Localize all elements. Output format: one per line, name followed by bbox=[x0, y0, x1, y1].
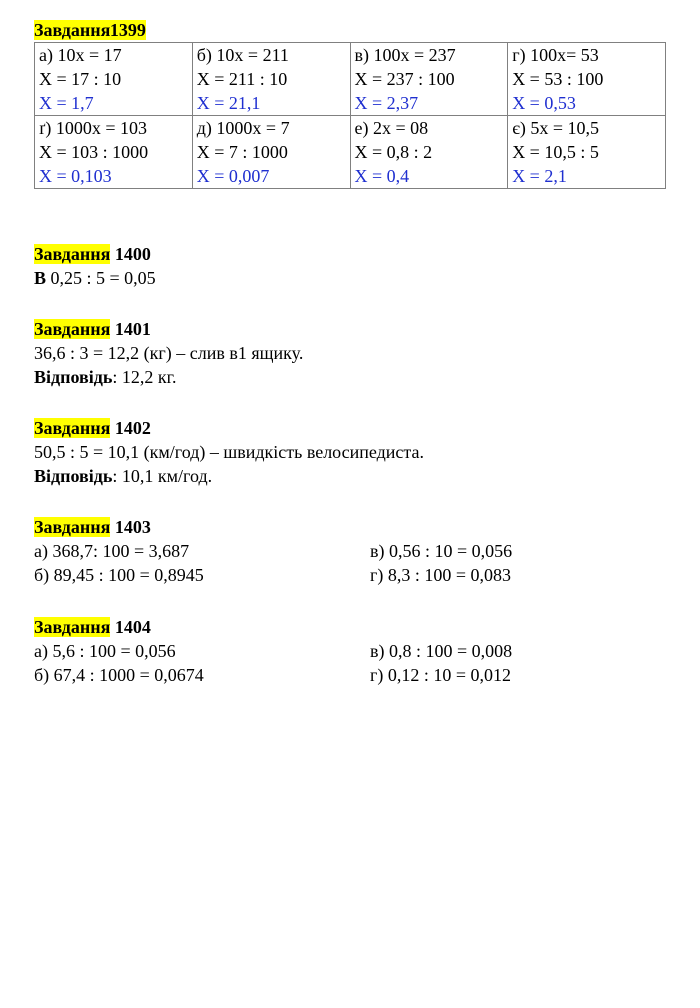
equation-answer: X = 0,103 bbox=[39, 166, 112, 186]
table-cell bbox=[508, 43, 666, 116]
equation-answer: X = 0,53 bbox=[512, 93, 576, 113]
task-1400-heading bbox=[34, 242, 674, 266]
solution-v: в) 0,8 : 100 = 0,008 bbox=[370, 641, 513, 661]
equation-answer: X = 2,1 bbox=[512, 166, 567, 186]
equation-step: X = 237 : 100 bbox=[354, 69, 455, 89]
task-1401 bbox=[34, 317, 674, 389]
solution-a: а) 368,7: 100 = 3,687 bbox=[34, 541, 190, 561]
equation: ґ) 1000x = 103 bbox=[39, 118, 147, 138]
equation-step: X = 7 : 1000 bbox=[196, 142, 288, 162]
solution-text: 36,6 : 3 = 12,2 (кг) – слив в1 ящику. bbox=[34, 343, 304, 363]
equation-answer: X = 1,7 bbox=[39, 93, 94, 113]
equation: г) 100x= 53 bbox=[512, 45, 599, 65]
task-1402 bbox=[34, 416, 674, 488]
task-1403 bbox=[34, 515, 674, 587]
answer-letter: В bbox=[34, 268, 47, 288]
table-row bbox=[35, 43, 666, 116]
task-1403-heading bbox=[34, 515, 674, 539]
heading-highlight: Завдання bbox=[34, 418, 111, 438]
answer-text: : 10,1 км/год. bbox=[112, 466, 213, 486]
task-1404 bbox=[34, 615, 674, 687]
equation-step: X = 103 : 1000 bbox=[39, 142, 149, 162]
table-cell bbox=[35, 43, 193, 116]
solution-columns bbox=[34, 539, 674, 587]
heading-highlight: Завдання bbox=[34, 244, 111, 264]
equation-answer: X = 2,37 bbox=[354, 93, 419, 113]
solution-a: а) 5,6 : 100 = 0,056 bbox=[34, 641, 176, 661]
solution-v: в) 0,56 : 10 = 0,056 bbox=[370, 541, 513, 561]
equations-table bbox=[34, 42, 666, 189]
equation: а) 10x = 17 bbox=[39, 45, 122, 65]
solution-text: 0,25 : 5 = 0,05 bbox=[46, 268, 156, 288]
task-1404-heading bbox=[34, 615, 674, 639]
heading-number: 1399 bbox=[109, 20, 146, 40]
task-1399-heading bbox=[34, 18, 674, 42]
solution-b: б) 89,45 : 100 = 0,8945 bbox=[34, 565, 204, 585]
heading-number: 1402 bbox=[114, 418, 151, 438]
table-row bbox=[35, 116, 666, 189]
equation: є) 5x = 10,5 bbox=[512, 118, 600, 138]
equation-step: X = 53 : 100 bbox=[512, 69, 604, 89]
equation-answer: X = 0,4 bbox=[354, 166, 410, 186]
table-cell bbox=[350, 43, 508, 116]
answer-label: Відповідь bbox=[34, 367, 113, 387]
table-cell bbox=[192, 43, 350, 116]
heading-highlight: Завдання bbox=[34, 20, 111, 40]
answer-line bbox=[34, 464, 674, 488]
heading-number: 1400 bbox=[114, 244, 151, 264]
solution-text: 50,5 : 5 = 10,1 (км/год) – швидкість велосипедиста. bbox=[34, 442, 424, 462]
answer-label: Відповідь bbox=[34, 466, 113, 486]
table-cell bbox=[35, 116, 193, 189]
task-1400 bbox=[34, 242, 674, 290]
equation: в) 100x = 237 bbox=[354, 45, 456, 65]
heading-number: 1404 bbox=[114, 617, 151, 637]
heading-highlight: Завдання bbox=[34, 517, 111, 537]
solution-columns bbox=[34, 639, 674, 687]
heading-highlight: Завдання bbox=[34, 617, 111, 637]
task-1401-heading bbox=[34, 317, 674, 341]
answer-text: : 12,2 кг. bbox=[112, 367, 177, 387]
table-cell bbox=[192, 116, 350, 189]
equation-step: X = 10,5 : 5 bbox=[512, 142, 599, 162]
solution-b: б) 67,4 : 1000 = 0,0674 bbox=[34, 665, 204, 685]
task-1400-answer bbox=[34, 266, 674, 290]
equation-step: X = 17 : 10 bbox=[39, 69, 122, 89]
table-cell bbox=[350, 116, 508, 189]
equation: е) 2x = 08 bbox=[354, 118, 429, 138]
equation: д) 1000x = 7 bbox=[196, 118, 290, 138]
task-1399 bbox=[34, 18, 674, 189]
answer-line bbox=[34, 365, 674, 389]
equation-answer: X = 21,1 bbox=[196, 93, 261, 113]
heading-number: 1401 bbox=[114, 319, 151, 339]
heading-highlight: Завдання bbox=[34, 319, 111, 339]
solution-g: г) 0,12 : 10 = 0,012 bbox=[370, 665, 512, 685]
task-1402-heading bbox=[34, 416, 674, 440]
solution-g: г) 8,3 : 100 = 0,083 bbox=[370, 565, 512, 585]
equation-answer: X = 0,007 bbox=[196, 166, 270, 186]
table-cell bbox=[508, 116, 666, 189]
equation: б) 10x = 211 bbox=[196, 45, 289, 65]
equation-step: X = 211 : 10 bbox=[196, 69, 288, 89]
equation-step: X = 0,8 : 2 bbox=[354, 142, 433, 162]
heading-number: 1403 bbox=[114, 517, 151, 537]
